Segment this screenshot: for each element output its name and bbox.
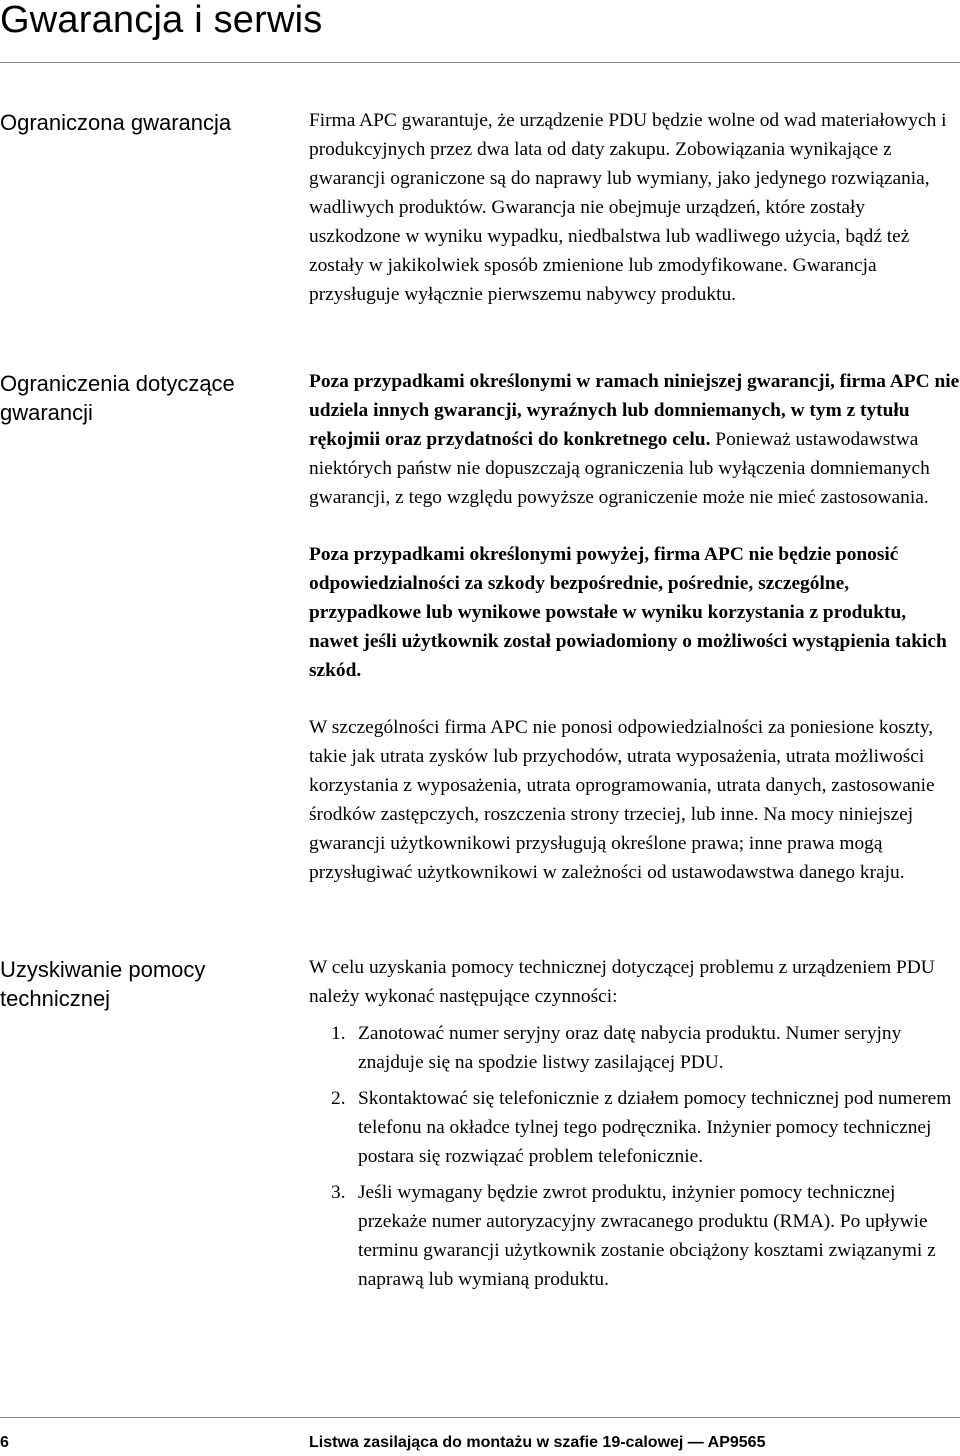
footer-title: Listwa zasilająca do montażu w szafie 19-calowej — AP9565 [309, 1434, 766, 1451]
warranty-limits-paragraph-1-rest: Ponieważ ustawodawstwa niektórych państw nie dopuszczają ograniczenia lub wyłączenia domniemanych gwarancji, z tego względu powyższe ograniczenie może nie mieć zastosowania. [309, 429, 930, 508]
list-item [309, 1084, 960, 1171]
tech-support-intro: W celu uzyskania pomocy technicznej dotyczącej problemu z urządzeniem PDU należy wykonać następujące czynności: [309, 957, 935, 1007]
step-number: 2. [331, 1088, 346, 1109]
step-number: 1. [331, 1023, 346, 1044]
warranty-limits-paragraph-2 [309, 540, 960, 685]
section-heading-warranty-limits: Ograniczenia dotyczące gwarancji [0, 371, 235, 425]
warranty-limits-paragraph-1-bold: Poza przypadkami określonymi w ramach niniejszej gwarancji, firma APC nie udziela innych gwarancji, wyraźnych lub domniemanych, w tym z tytułu rękojmii oraz przydatności do konkretnego celu. [309, 371, 960, 450]
warranty-limits-paragraph-2-bold: Poza przypadkami określonymi powyżej, firma APC nie będzie ponosić odpowiedzialności za szkody bezpośrednie, pośrednie, szczególne, przypadkowe lub wynikowe powstałe w wyniku korzystania z produktu, nawet jeśli użytkownik został powiadomiony o możliwości wystąpienia takich szkód. [309, 544, 947, 681]
page-number: 6 [0, 1434, 9, 1451]
step-number: 3. [331, 1182, 346, 1203]
footer-divider [0, 1417, 960, 1418]
warranty-limits-paragraph-1 [309, 367, 960, 512]
section-body-tech-support [309, 953, 960, 1301]
section-heading-limited-warranty: Ograniczona gwarancja [0, 110, 232, 135]
limited-warranty-paragraph: Firma APC gwarantuje, że urządzenie PDU będzie wolne od wad materiałowych i produkcyjnych przez dwa lata od daty zakupu. Zobowiązania wynikające z gwarancji ograniczone są do naprawy lub wymiany, jako jedynego rozwiązania, wadliwych produktów. Gwarancja nie obejmuje urządzeń, które zostały uszkodzone w wyniku wypadku, niedbalstwa lub wadliwego użycia, bądź też zostały w jakikolwiek sposób zmienione lub zmodyfikowane. Gwarancja przysługuje wyłącznie pierwszemu nabywcy produktu. [309, 110, 947, 305]
step-text: Jeśli wymagany będzie zwrot produktu, inżynier pomocy technicznej przekaże numer autoryzacyjny zwracanego produktu (RMA). Po upływie terminu gwarancji użytkownik zostanie obciążony kosztami związanymi z naprawą lub wymianą produktu. [358, 1182, 936, 1290]
step-text: Zanotować numer seryjny oraz datę nabycia produktu. Numer seryjny znajduje się na spodzie listwy zasilającej PDU. [358, 1023, 902, 1073]
list-item [309, 1178, 960, 1294]
warranty-limits-paragraph-3: W szczególności firma APC nie ponosi odpowiedzialności za poniesione koszty, takie jak utrata zysków lub przychodów, utrata wyposażenia, utrata możliwości korzystania z wyposażenia, utrata oprogramowania, utrata danych, zastosowanie środków zastępczych, roszczenia strony trzeciej, lub inne. Na mocy niniejszej gwarancji użytkownikowi przysługują określone prawa; inne prawa mogą przysługiwać użytkownikowi w zależności od ustawodawstwa danego kraju. [309, 717, 935, 883]
title-divider [0, 62, 960, 63]
section-body-limited-warranty [309, 106, 960, 309]
list-item [309, 1019, 960, 1077]
tech-support-steps [309, 1019, 960, 1294]
step-text: Skontaktować się telefonicznie z działem pomocy technicznej pod numerem telefonu na okładce tylnej tego podręcznika. Inżynier pomocy technicznej postara się rozwiązać problem telefonicznie. [358, 1088, 952, 1167]
page-title: Gwarancja i serwis [0, 0, 323, 41]
section-heading-tech-support: Uzyskiwanie pomocy technicznej [0, 957, 206, 1011]
section-body-warranty-limits [309, 367, 960, 887]
